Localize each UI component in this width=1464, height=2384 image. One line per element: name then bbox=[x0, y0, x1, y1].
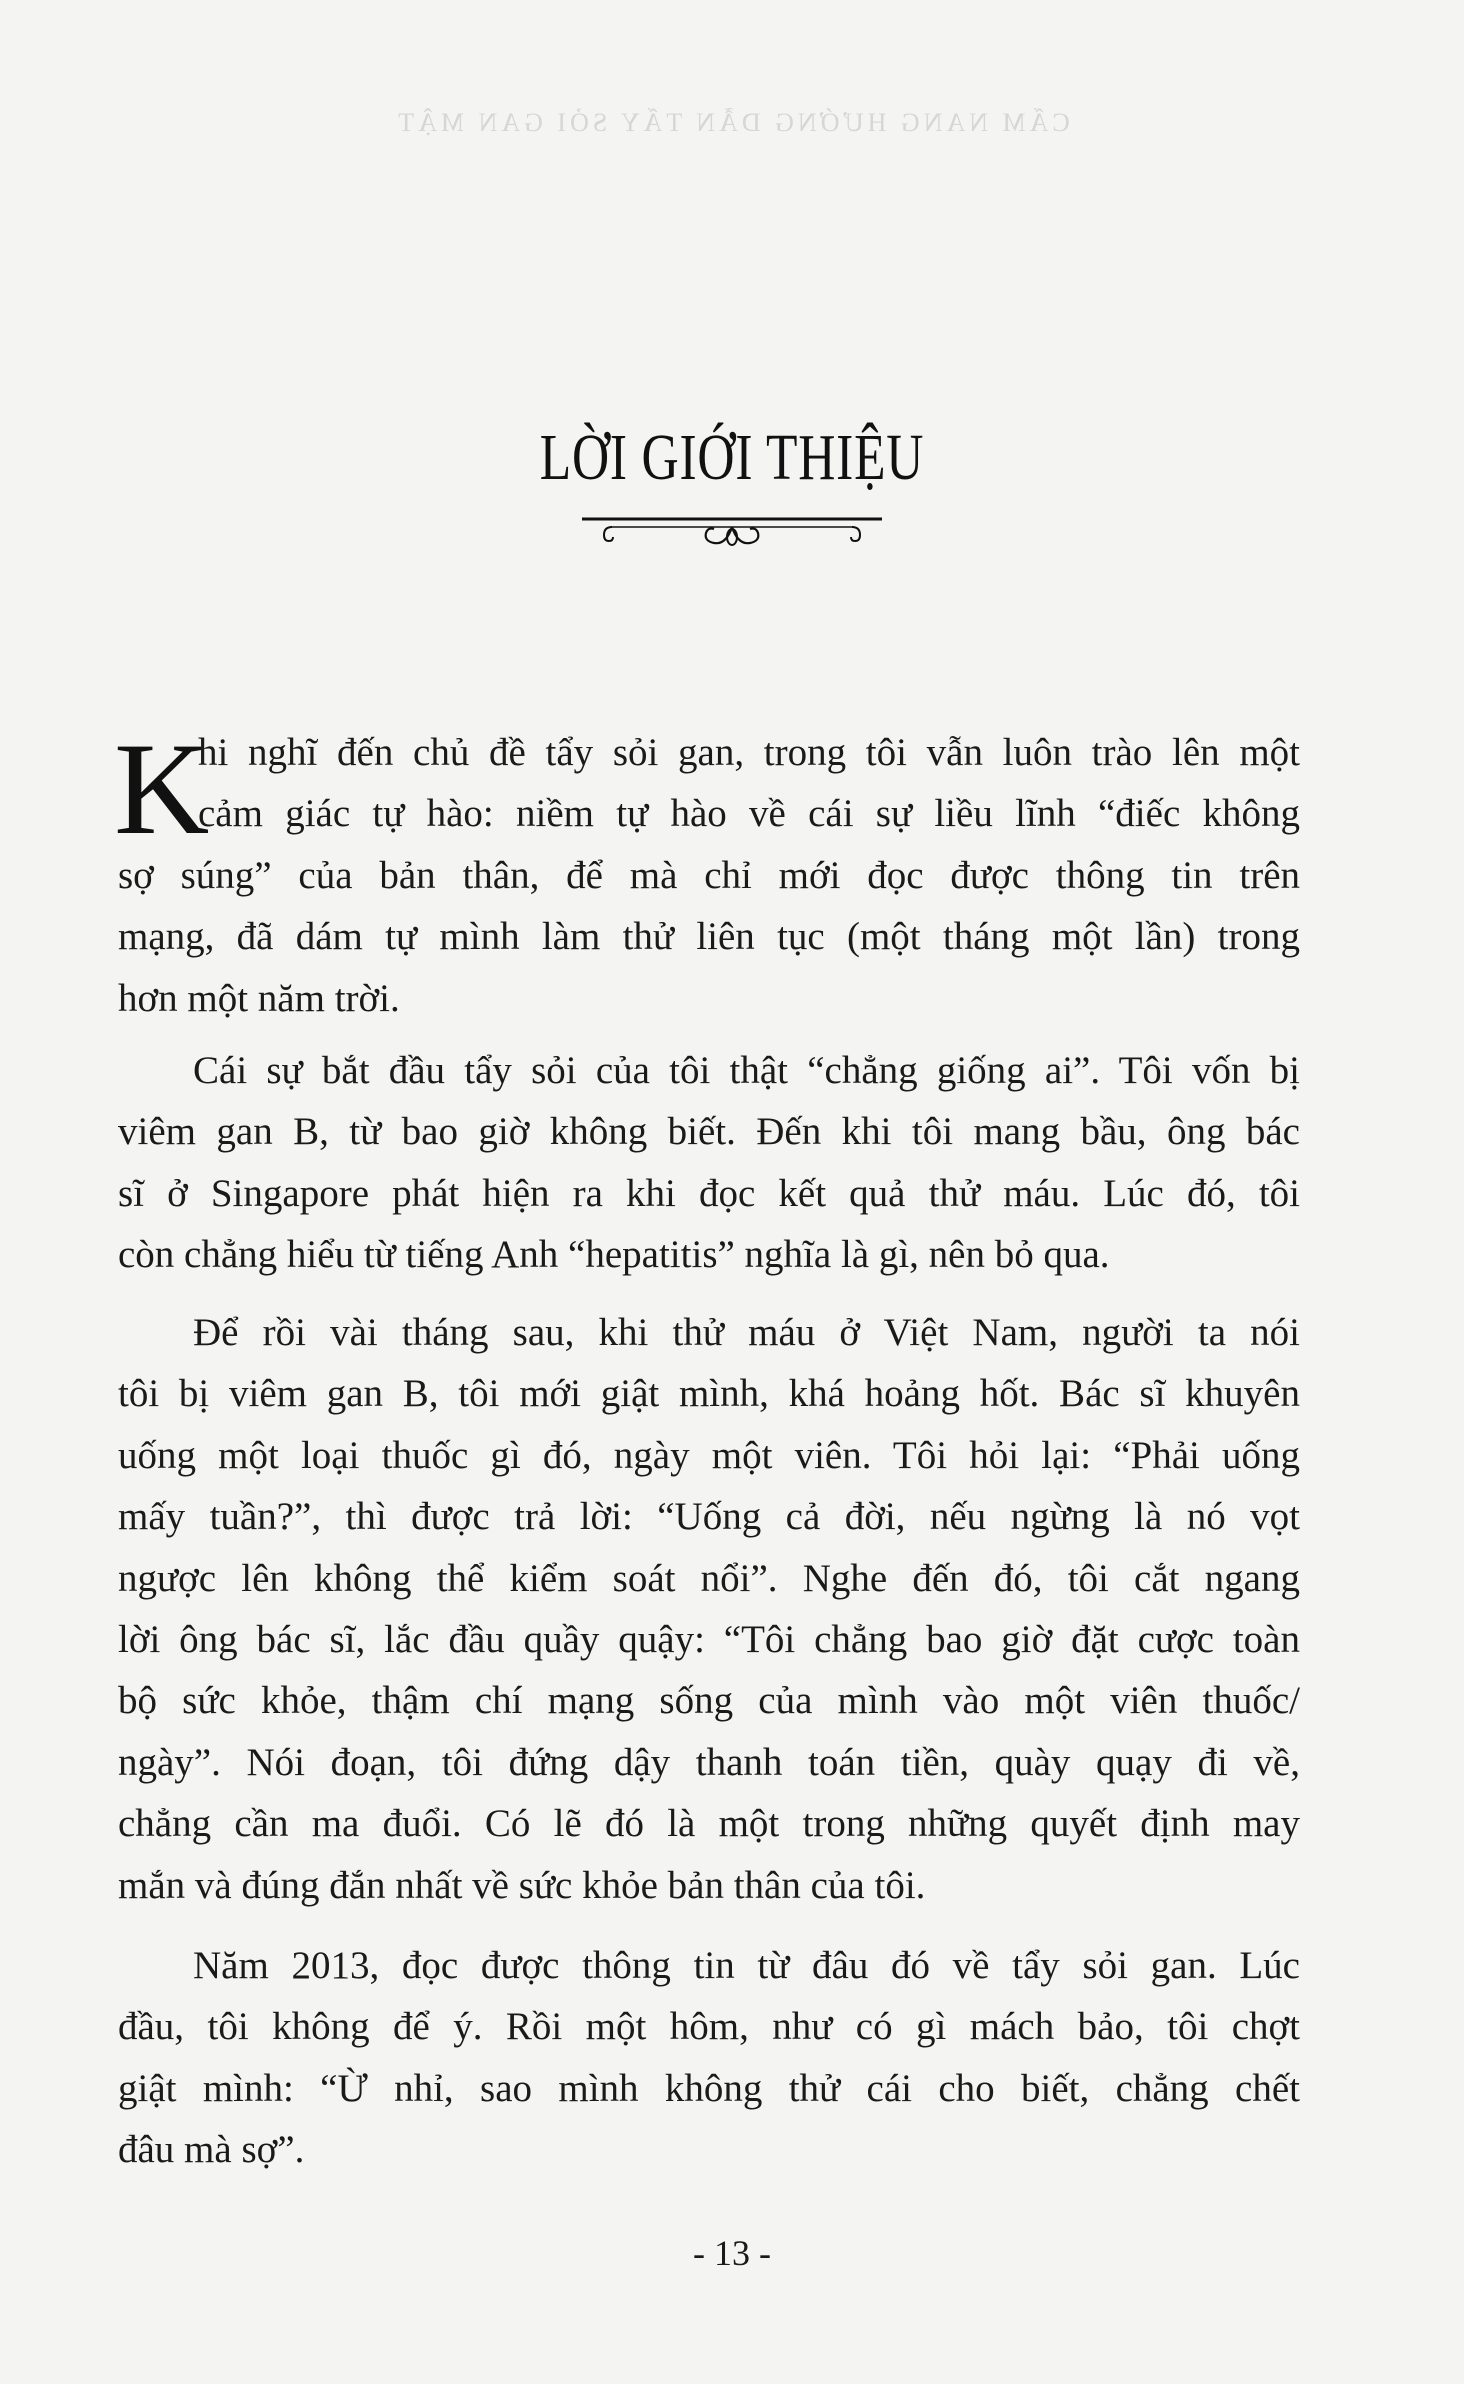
text-line: tôi bị viêm gan B, tôi mới giật mình, khá hoảng hốt. Bác sĩ khuyên bbox=[118, 1372, 1300, 1416]
text-line: lời ông bác sĩ, lắc đầu quầy quậy: “Tôi chẳng bao giờ đặt cược toàn bbox=[118, 1617, 1300, 1661]
paragraph-1 bbox=[114, 715, 1300, 1029]
text-line: mắn và đúng đắn nhất về sức khỏe bản thân của tôi. bbox=[118, 1863, 926, 1907]
text-line: sĩ ở Singapore phát hiện ra khi đọc kết quả thử máu. Lúc đó, tôi bbox=[118, 1171, 1300, 1215]
text-line: bộ sức khỏe, thậm chí mạng sống của mình vào một viên thuốc/ bbox=[118, 1679, 1300, 1723]
text-line: sợ súng” của bản thân, để mà chỉ mới đọc được thông tin trên bbox=[118, 853, 1300, 897]
page-title: LỜI GIỚI THIỆU bbox=[539, 421, 925, 494]
text-line: chẳng cần ma đuổi. Có lẽ đó là một trong những quyết định may bbox=[118, 1802, 1300, 1846]
paragraph-3 bbox=[118, 1302, 1300, 1916]
text-line: mạng, đã dám tự mình làm thử liên tục (một tháng một lần) trong bbox=[118, 915, 1300, 959]
text-line: Cái sự bắt đầu tẩy sỏi của tôi thật “chẳng giống ai”. Tôi vốn bị bbox=[193, 1049, 1300, 1092]
paragraph-4 bbox=[118, 1935, 1300, 2181]
text-line: viêm gan B, từ bao giờ không biết. Đến khi tôi mang bầu, ông bác bbox=[118, 1110, 1300, 1154]
text-line: Để rồi vài tháng sau, khi thử máu ở Việt Nam, người ta nói bbox=[193, 1311, 1300, 1354]
text-line: Năm 2013, đọc được thông tin từ đâu đó về tẩy sỏi gan. Lúc bbox=[193, 1944, 1300, 1987]
text-line: đâu mà sợ”. bbox=[118, 2128, 305, 2172]
text-line: giật mình: “Ừ nhỉ, sao mình không thử cái cho biết, chẳng chết bbox=[118, 2066, 1300, 2110]
text-line: còn chẳng hiểu từ tiếng Anh “hepatitis” nghĩa là gì, nên bỏ qua. bbox=[118, 1233, 1110, 1277]
drop-cap: K bbox=[114, 715, 210, 862]
text-line: cảm giác tự hào: niềm tự hào về cái sự liều lĩnh “điếc không bbox=[198, 792, 1300, 836]
text-line: hi nghĩ đến chủ đề tẩy sỏi gan, trong tôi vẫn luôn trào lên một bbox=[198, 731, 1300, 774]
running-header-bleedthrough: CẨM NANG HƯỚNG DẪN TẨY SỎI GAN MẬT bbox=[394, 108, 1070, 137]
text-line: ngược lên không thể kiểm soát nổi”. Nghe đến đó, tôi cắt ngang bbox=[118, 1556, 1300, 1600]
page-number: - 13 - bbox=[693, 2233, 771, 2273]
text-line: hơn một năm trời. bbox=[118, 976, 400, 1020]
text-line: uống một loại thuốc gì đó, ngày một viên. Tôi hỏi lại: “Phải uống bbox=[118, 1433, 1300, 1477]
text-line: đầu, tôi không để ý. Rồi một hôm, như có gì mách bảo, tôi chợt bbox=[118, 2005, 1300, 2049]
title-ornament-divider bbox=[572, 515, 892, 555]
paragraph-2 bbox=[118, 1040, 1300, 1286]
text-line: mấy tuần?”, thì được trả lời: “Uống cả đời, nếu ngừng là nó vọt bbox=[118, 1495, 1300, 1539]
text-line: ngày”. Nói đoạn, tôi đứng dậy thanh toán tiền, quày quạy đi về, bbox=[118, 1740, 1300, 1784]
